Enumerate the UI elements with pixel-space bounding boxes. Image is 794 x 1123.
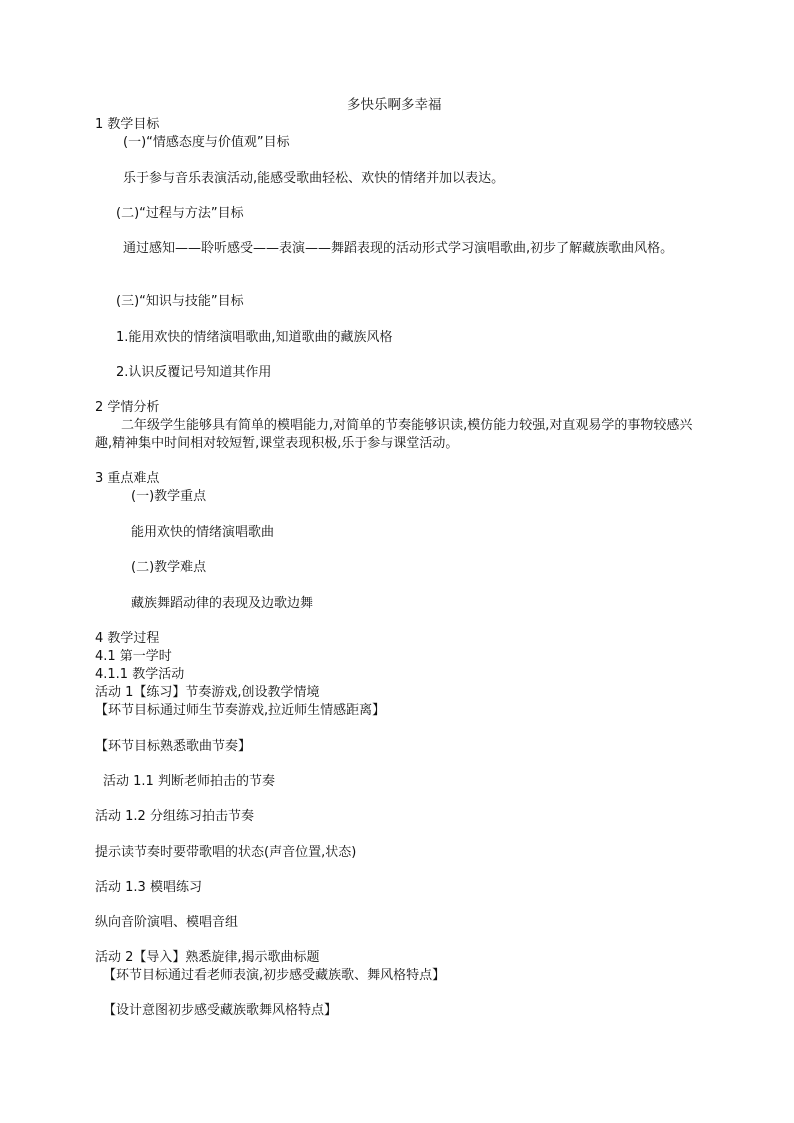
section-4-1-heading: 4.1 第一学时: [95, 649, 172, 664]
section-2-heading: 2 学情分析: [95, 400, 160, 415]
section-1-paragraph-1: 乐于参与音乐表演活动,能感受歌曲轻松、欢快的情绪并加以表达。: [123, 171, 505, 186]
activity-1-goal-2: 【环节目标熟悉歌曲节奏】: [95, 739, 252, 754]
activity-1-2: 活动 1.2 分组练习拍击节奏: [95, 809, 254, 824]
section-1-list-item-1: 1.能用欢快的情绪演唱歌曲,知道歌曲的藏族风格: [116, 330, 393, 345]
section-3-subheading-2: (二)教学难点: [131, 560, 207, 575]
activity-1-1: 活动 1.1 判断老师拍击的节奏: [103, 774, 275, 789]
section-4-heading: 4 教学过程: [95, 631, 160, 646]
section-4-1-1-heading: 4.1.1 教学活动: [95, 667, 185, 682]
document-title: 多快乐啊多幸福: [347, 97, 442, 113]
activity-2-design-intent: 【设计意图初步感受藏族歌舞风格特点】: [103, 1003, 338, 1018]
activity-2-goal: 【环节目标通过看老师表演,初步感受藏族歌、舞风格特点】: [103, 968, 446, 983]
activity-1-title: 活动 1【练习】节奏游戏,创设教学情境: [95, 685, 320, 700]
activity-1-2-note: 提示读节奏时要带歌唱的状态(声音位置,状态): [95, 845, 357, 860]
section-3-heading: 3 重点难点: [95, 471, 160, 486]
section-3-paragraph-1: 能用欢快的情绪演唱歌曲: [131, 525, 275, 540]
section-3-paragraph-2: 藏族舞蹈动律的表现及边歌边舞: [131, 596, 314, 611]
section-1-subheading-2: (二)“过程与方法”目标: [116, 206, 244, 221]
section-1-paragraph-2: 通过感知——聆听感受——表演——舞蹈表现的活动形式学习演唱歌曲,初步了解藏族歌曲风格。: [123, 241, 674, 256]
section-1-subheading-1: (一)“情感态度与价值观”目标: [123, 135, 290, 150]
activity-2-title: 活动 2【导入】熟悉旋律,揭示歌曲标题: [95, 950, 320, 965]
section-1-heading: 1 教学目标: [95, 117, 160, 132]
section-1-subheading-3: (三)“知识与技能”目标: [116, 294, 244, 309]
activity-1-3-note: 纵向音阶演唱、模唱音组: [95, 915, 239, 930]
activity-1-goal-1: 【环节目标通过师生节奏游戏,拉近师生情感距离】: [95, 703, 386, 718]
section-3-subheading-1: (一)教学重点: [131, 489, 207, 504]
section-2-paragraph: 二年级学生能够具有简单的模唱能力,对简单的节奏能够识读,模仿能力较强,对直观易学的事物较感兴趣,精神集中时间相对较短暂,课堂表现积极,乐于参与课堂活动。: [95, 418, 693, 451]
activity-1-3: 活动 1.3 模唱练习: [95, 880, 202, 895]
section-1-list-item-2: 2.认识反覆记号知道其作用: [116, 365, 272, 380]
